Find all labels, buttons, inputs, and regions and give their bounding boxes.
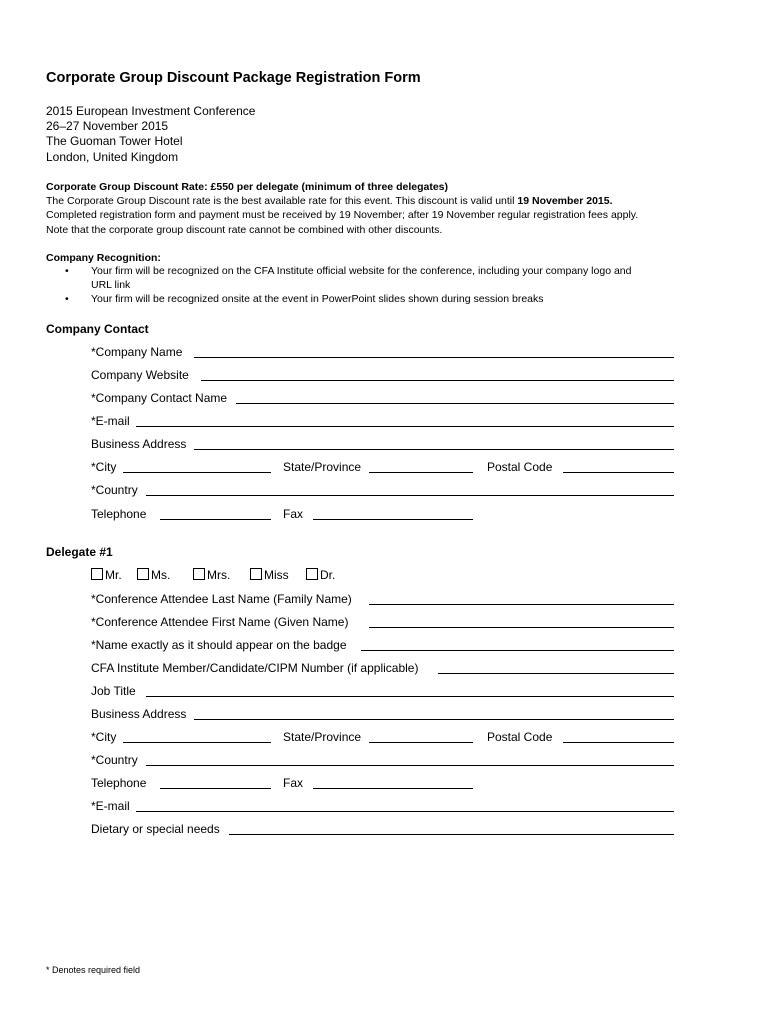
- conference-dates: 26–27 November 2015: [46, 119, 169, 133]
- discount-deadline: 19 November 2015.: [517, 195, 613, 207]
- company-contact-heading: Company Contact: [46, 322, 149, 336]
- conference-name: 2015 European Investment Conference: [46, 104, 256, 118]
- checkbox-icon[interactable]: [306, 568, 318, 580]
- checkbox-icon[interactable]: [91, 568, 103, 580]
- company-country-field[interactable]: [146, 495, 674, 496]
- title-option-ms[interactable]: [137, 568, 170, 582]
- delegate-state-field[interactable]: [369, 742, 473, 743]
- company-fax-label: Fax: [283, 507, 304, 521]
- delegate-state-label: State/Province: [283, 730, 362, 744]
- contact-name-label: *Company Contact Name: [91, 391, 228, 405]
- delegate-email-field[interactable]: [136, 811, 674, 812]
- company-postal-field[interactable]: [563, 472, 674, 473]
- company-state-field[interactable]: [369, 472, 473, 473]
- dietary-label: Dietary or special needs: [91, 822, 220, 836]
- delegate-fax-label: Fax: [283, 776, 304, 790]
- company-address-field[interactable]: [194, 449, 674, 450]
- title-option-label: Mrs.: [207, 568, 231, 582]
- member-number-label: CFA Institute Member/Candidate/CIPM Number (if applicable): [91, 661, 419, 675]
- bullet-icon: •: [65, 293, 69, 305]
- title-option-label: Dr.: [320, 568, 336, 582]
- company-website-field[interactable]: [201, 380, 674, 381]
- checkbox-icon[interactable]: [250, 568, 262, 580]
- company-name-field[interactable]: [194, 357, 674, 358]
- contact-name-field[interactable]: [236, 403, 674, 404]
- delegate-email-label: *E-mail: [91, 799, 130, 813]
- recognition-heading: Company Recognition:: [46, 252, 161, 264]
- first-name-label: *Conference Attendee First Name (Given Name): [91, 615, 349, 629]
- job-title-label: Job Title: [91, 684, 136, 698]
- delegate-postal-field[interactable]: [563, 742, 674, 743]
- discount-line-2: Completed registration form and payment must be received by 19 November; after 19 November regular registration fees apply.: [46, 209, 639, 221]
- company-postal-label: Postal Code: [487, 460, 553, 474]
- conference-venue: The Guoman Tower Hotel: [46, 134, 183, 148]
- discount-line-1: [46, 194, 613, 209]
- form-title: Corporate Group Discount Package Registration Form: [46, 70, 421, 86]
- bullet-icon: •: [65, 265, 69, 277]
- delegate-address-label: Business Address: [91, 707, 187, 721]
- delegate-country-label: *Country: [91, 753, 138, 767]
- delegate-telephone-label: Telephone: [91, 776, 147, 790]
- badge-name-field[interactable]: [361, 650, 674, 651]
- title-option-label: Miss: [264, 568, 289, 582]
- badge-name-label: *Name exactly as it should appear on the badge: [91, 638, 347, 652]
- recognition-item-1: Your firm will be recognized on the CFA Institute official website for the conference, including your company logo and: [91, 265, 632, 277]
- discount-line-1-text: The Corporate Group Discount rate is the best available rate for this event. This discount is valid until: [46, 195, 518, 207]
- company-email-label: *E-mail: [91, 414, 130, 428]
- conference-location: London, United Kingdom: [46, 150, 179, 164]
- company-name-label: *Company Name: [91, 345, 183, 359]
- company-state-label: State/Province: [283, 460, 362, 474]
- first-name-field[interactable]: [369, 627, 674, 628]
- company-city-label: *City: [91, 460, 117, 474]
- delegate-fax-field[interactable]: [313, 788, 473, 789]
- last-name-field[interactable]: [369, 604, 674, 605]
- company-fax-field[interactable]: [313, 519, 473, 520]
- delegate-postal-label: Postal Code: [487, 730, 553, 744]
- delegate-city-field[interactable]: [123, 742, 271, 743]
- recognition-item-2: Your firm will be recognized onsite at the event in PowerPoint slides shown during session breaks: [91, 293, 544, 305]
- member-number-field[interactable]: [438, 673, 674, 674]
- delegate-address-field[interactable]: [194, 719, 674, 720]
- company-country-label: *Country: [91, 483, 138, 497]
- discount-line-3: Note that the corporate group discount rate cannot be combined with other discounts.: [46, 224, 443, 236]
- delegate-telephone-field[interactable]: [160, 788, 271, 789]
- title-option-mrs[interactable]: [193, 568, 230, 582]
- checkbox-icon[interactable]: [137, 568, 149, 580]
- company-website-label: Company Website: [91, 368, 189, 382]
- title-option-label: Ms.: [151, 568, 171, 582]
- delegate-heading: Delegate #1: [46, 545, 113, 559]
- required-note: * Denotes required field: [46, 965, 141, 975]
- checkbox-icon[interactable]: [193, 568, 205, 580]
- company-address-label: Business Address: [91, 437, 187, 451]
- title-option-dr[interactable]: [306, 568, 335, 582]
- company-city-field[interactable]: [123, 472, 271, 473]
- delegate-city-label: *City: [91, 730, 117, 744]
- recognition-item-1-cont: URL link: [91, 279, 131, 291]
- discount-heading: Corporate Group Discount Rate: £550 per delegate (minimum of three delegates): [46, 181, 448, 193]
- company-telephone-field[interactable]: [160, 519, 271, 520]
- title-option-miss[interactable]: [250, 568, 289, 582]
- last-name-label: *Conference Attendee Last Name (Family Name): [91, 592, 352, 606]
- company-email-field[interactable]: [136, 426, 674, 427]
- title-option-label: Mr.: [105, 568, 122, 582]
- title-option-mr[interactable]: [91, 568, 122, 582]
- company-telephone-label: Telephone: [91, 507, 147, 521]
- job-title-field[interactable]: [146, 696, 674, 697]
- delegate-country-field[interactable]: [146, 765, 674, 766]
- dietary-field[interactable]: [229, 834, 674, 835]
